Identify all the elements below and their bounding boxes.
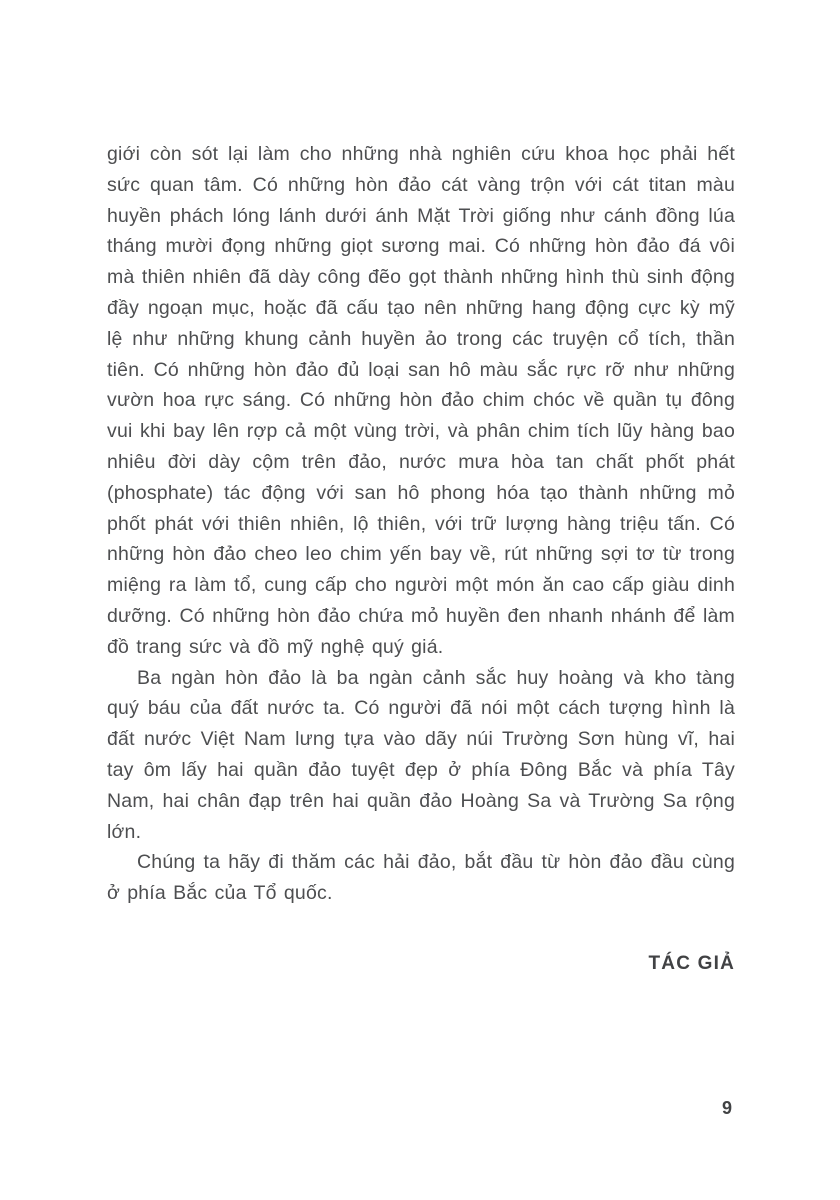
page-number: 9 [721,1098,732,1118]
body-paragraph: Ba ngàn hòn đảo là ba ngàn cảnh sắc huy hoàng và kho tàng quý báu của đất nước ta. Có người đã nói một cách tượng hình là đất nước Việt Nam lưng tựa vào dãy núi Trường Sơn hùng vĩ, hai tay ôm lấy hai quần đảo tuyệt đẹp ở phía Đông Bắc và phía Tây Nam, hai chân đạp trên hai quần đảo Hoàng Sa và Trường Sa rộng lớn. [107,666,735,843]
body-paragraph: Chúng ta hãy đi thăm các hải đảo, bắt đầu từ hòn đảo đầu cùng ở phía Bắc của Tổ quốc. [107,851,735,905]
author-signature: TÁC GIẢ [648,952,735,974]
body-paragraph: giới còn sót lại làm cho những nhà nghiên cứu khoa học phải hết sức quan tâm. Có những hòn đảo cát vàng trộn với cát titan màu huyền phách lóng lánh dưới ánh Mặt Trời giống như cánh đồng lúa tháng mười đọng những giọt sương mai. Có những hòn đảo đá vôi mà thiên nhiên đã dày công đẽo gọt thành những hình thù sinh động đầy ngoạn mục, hoặc đã cấu tạo nên những hang động cực kỳ mỹ lệ như những khung cảnh huyền ảo trong các truyện cổ tích, thần tiên. Có những hòn đảo đủ loại san hô màu sắc rực rỡ như những vườn hoa rực sáng. Có những hòn đảo chim chóc về quần tụ đông vui khi bay lên rợp cả một vùng trời, và phân chim tích lũy hàng bao nhiêu đời dày cộm trên đảo, nước mưa hòa tan chất phốt phát (phosphate) tác động với san hô phong hóa tạo thành những mỏ phốt phát với thiên nhiên, lộ thiên, với trữ lượng hàng triệu tấn. Có những hòn đảo cheo leo chim yến bay về, rút những sợi tơ từ trong miệng ra làm tổ, cung cấp cho người một món ăn cao cấp giàu dinh dưỡng. Có những hòn đảo chứa mỏ huyền đen nhanh nhánh để làm đồ trang sức và đồ mỹ nghệ quý giá. [107,143,735,658]
page-text-block [107,139,735,975]
